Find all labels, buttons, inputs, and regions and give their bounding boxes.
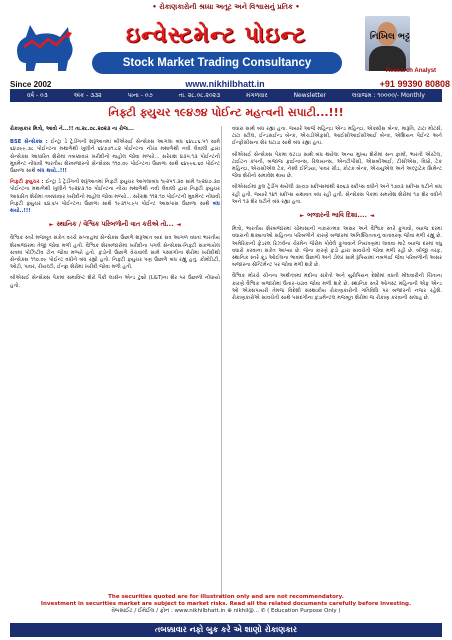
left-column [10, 126, 220, 294]
footer-banner: તબક્કાવાર નફો બુક કરે એ શાણો રોકાણકાર [10, 623, 442, 637]
bse-text: ઈન્ટ્રા ડે ટ્રેડીંગની શરૂઆતમાં બીએસઈ સેન્સેક્સ આગલા બંધ ૬૪૮૮૬.૫૧ સામે ૬૪૭૯૯.૭૮ પોઈન્ટના મથાળેથી ખુલીને ૬૪૭૭૧.૮૨ પોઈન્ટના નીચા મથાળેથી નવી લેવાલી દ્વારા સેન્સેક્સ આધારિત શેરોમાં તબક્કાવાર ખરીદીનો માહોલ જોવા મળ્યો... સરેરાશ ૪૩૫.૧૩ પોઈન્ટની મુવમેન્ટ નોંધાવી ભારતીય શેરબજારનો સેન્સેક્સ ૧૧૦.૦૯ પોઈન્ટના ઉછાળા સાથે ૬૪૯૯૬.૬૦ પોઈન્ટ ઉછાળા સાથે [10, 139, 220, 175]
market-direction-subhead: ► બજારની ભાવિ દિશા.... ◄ [299, 212, 375, 220]
left-para-2: બીએસઈ સેન્સેક્સ પેકમાં સમાવિષ્ટ શેરો પૈકી લાર્સન એન્ડ ટુબ્રો (L&T)ના શેર પર ઉછાળો નોંધાયો હતો. [10, 275, 220, 289]
brand-name: ઇન્વેસ્ટમેન્ટ પોઇન્ટ [125, 22, 307, 48]
headline: નિફ્ટી ફ્યુચર ૧૯૪૭૪ પોઈન્ટ મહત્વની સપાટી...!!! [108, 106, 344, 119]
disclaimer-line-2: Investment in securities market are subject to market risks. Read all the related documents carefully before investing. [40, 601, 412, 607]
bse-label: BSE સેન્સેક્સ : [10, 139, 48, 146]
arrow-left-icon: ◄ [369, 213, 375, 220]
bse-end: બંધ થયો..!!! [37, 168, 67, 175]
right-column [232, 126, 442, 306]
info-date: તા. ૨૮.૦૮.૨૦૨૩ [178, 92, 221, 99]
brand-subtitle: Stock Market Trading Consultancy [92, 52, 342, 74]
analyst-phone: +91 99390 80808 [379, 79, 450, 89]
analyst-role: Research Analyst [385, 68, 437, 74]
since-year: Since 2002 [10, 80, 52, 89]
right-para-3: બીએસઈમાં કુલ ટ્રેડીંગ થયેલી ૩૯૦૭ સ્ક્રીપ્સમાંથી ૨૦૬૩ સ્ક્રીપ્સ વધીને અને ૧૭૦૩ સ્ક્રીપ્સ ઘટીને બંધ રહી હતી. જ્યારે ૧૪૧ સ્ક્રીપ્સ યથાવત બંધ રહી હતી. સેન્સેક્સ પેકમાં સમાવેશ શેરોમાં ૧૭ શેર વધીને અને ૧૩ શેર ઘટીને બંધ રહ્યા હતા. [232, 184, 442, 205]
disclaimer-line-1: The securities quoted are for illustration only and are not recommendatory. [108, 594, 344, 600]
info-year: વર્ષ - ૦૩ [26, 92, 48, 99]
column-divider [221, 126, 222, 596]
arrow-right-icon: ► [49, 222, 54, 229]
info-pages: પાના - ૦૭ [127, 92, 153, 99]
arrow-left-icon: ◄ [176, 222, 181, 229]
info-subscription: લવાજમ : ૧૦૦૦૦/- Monthly [351, 92, 425, 99]
nifty-text: ઈન્ટ્રા ડે ટ્રેડીંગની શરૂઆતમાં નિફ્ટી ફ્યુચર આગલાબંધ ૧૯૨૫૧.૩૦ સામે ૧૯૨૪૭.૩૦ પોઈન્ટના મથાળેથી ખુલીને ૧૯૨૪૩.૧૦ પોઈન્ટના નીચા મથાળેથી નવી લેવાલી દ્વારા નિફ્ટી ફ્યુચર આધારિત શેરોમાં તબક્કાવાર ખરીદીનો માહોલ જોવા મળ્યો... સરેરાશ ૧૧૨.૧૦ પોઈન્ટની મુવમેન્ટ નોંધાવી નિફ્ટી ફ્યુચર ૬૪.૬૫ પોઈન્ટના ઉછાળા સાથે ૧૯૩૧૫.૯૫ પોઈન્ટ આસપાસ ઉછાળા સાથે [10, 179, 221, 207]
left-para-1: વૈશ્વિક સ્તરે મજબૂત સંકેત વચ્ચે સપ્તાહમાં સેન્સેક્સ ઉછાળે શરૂઆત બાદ સત્ર આગળ વધતાં ભારતીય શેરબજારમાં તેજી જોવા મળી હતી. વૈશ્વિક શેરબજારોમાં ખરીદીના પગલે સેન્સેક્સ-નિફ્ટી સંકળાયેલ સત્રમાં પોઝિટીવ ટોન જોવા મળ્યો હતો. ફંડોની ઉછાળે વેચવાલી સામે પસંદગીના શેરોમાં ખરીદીથી સેન્સેક્સ ૧૧૦.૦૯ પોઈન્ટ વધીને બંધ રહ્યો હતો. નિફ્ટી ફ્યુચર પણ ઉછાળે બંધ રહ્યું હતું. કોમોડિટી, ઓટો, પાવર, રીયલ્ટી, ઈન્ફ્રા શેરોમાં ખરીદી જોવા મળી હતી. [10, 235, 220, 271]
issue-info-bar [10, 89, 442, 102]
greeting: રોકાણકાર મિત્રો, આવો ને...!! તા.૨૮.૦૮.૨૦૨૩ ના રોજ... [10, 126, 134, 132]
nifty-label: નિફ્ટી ફ્યુચર : [10, 179, 44, 186]
bull-icon [10, 17, 80, 77]
bse-paragraph [10, 139, 220, 175]
right-para-4: મિત્રો, ભારતીય શેરબજારમાં ચોમાસાની નકારાત્મક અસર અને વૈશ્વિક સ્તરે ફુગાવો, વ્યાજ દરમાં વધારાની શક્યતાઓ સહિતના પરિબળોને કારણે બજારમાં અનિશ્ચિતતાનું વાતાવરણ જોવા મળી રહ્યું છે. અમેરિકાની ફેડરલ રિઝર્વના ચેરમેન જેરોમ પોવેલે ફુગાવાને નિયંત્રણમાં લાવવા માટે વ્યાજ દરમાં વધુ વધારો કરવાના સંકેત આપ્યા છે. જેના કારણે ફંડો દ્વારા સાવચેતી જોવા મળી રહી છે. બીજી તરફ, સ્થાનિક સ્તરે ક્રૂડ ઓઈલના ભાવમાં ઉછાળો અને ડોલર સામે રૂપિયામાં નબળાઈ જેવા પરિબળોની અસર બજારના સેન્ટિમેન્ટ પર જોવા મળી શકે છે. [232, 226, 442, 269]
analyst-photo [365, 16, 410, 71]
disclaimer-line-3: વેબસાઈટ / ઈમેઈલ / ફોન : www.nikhilbhatt.in ⊕ nikhil@... ✆ ( Education Purpose Only ) [111, 608, 341, 614]
nifty-end: બંધ થયો..!!! [10, 200, 220, 215]
info-issue: અંક - ૩૩૨ [73, 92, 102, 99]
header [0, 12, 452, 88]
local-global-subhead: ► સ્થાનિક / વૈશ્વિક પરિબળોની વાત કરીએ તો... ◄ [49, 221, 181, 229]
right-para-1: વધારા સાથે બંધ રહ્યા હતા. જ્યારે આજે મહિન્દ્રા એન્ડ મહિન્દ્રા, એક્સીસ બેન્ક, મારૂતિ, ટાટા મોટર્સ, ટાટા સ્ટીલ, ઈન્ડસઈન્ડ બેન્ક, એચડીએફસી, આઈસીઆઈસીઆઈ બેન્ક, એશિયન પેઈન્ટ અને ઈન્ફોસીસના શેર ઘટાડા સાથે બંધ રહ્યા હતા. [232, 126, 442, 147]
info-day: મંગળવાર [246, 92, 268, 99]
nifty-paragraph [10, 179, 220, 215]
tagline: • રોકાણકારોની શ્રધ્ધા અતૂટ અને વિશ્વાસનું પ્રતિક • [152, 3, 300, 11]
analyst-name: નિખિલ ભટ્ટ [369, 32, 410, 42]
disclaimer [10, 594, 442, 615]
right-para-2: બીએસઈ સેન્સેક્સ પેકમાં ઘટાડા સાથે બંધ થયેલા અન્ય મુખ્ય શેરોમાં સન ફાર્મા, ભારતી એરટેલ, ટાઈટન કંપની, બજાજ ફાઈનાન્સ, રિલાયન્સ, એનટીપીસી, એસબીઆઈ, ટીસીએસ, વિપ્રો, ટેક મહિન્દ્રા, એચસીએલ ટેક, નેસ્લે ઈન્ડિયા, પાવર ગ્રીડ, કોટક બેન્ક, એચયુએલ અને અલ્ટ્રાટેક સિમેન્ટ જેવા શેરોનો સમાવેશ થાય છે. [232, 151, 442, 180]
info-type: Newsletter [293, 92, 326, 99]
website-link[interactable]: www.nikhilbhatt.in [185, 79, 265, 89]
arrow-right-icon: ► [299, 213, 305, 220]
right-para-5: વૈશ્વિક મોરચે ચીનના અર્થતંત્રમાં મંદીના સંકેતો અને યુરોપિયન દેશોમાં વધતી મોંઘવારીની ચિંતાના કારણે વૈશ્વિક બજારોમાં ઉતાર-ચઢાવ જોવા મળી શકે છે. સ્થાનિક સ્તરે ઓગસ્ટ મહિનાની એફ એન્ડ ઓ એક્સપાયરી તેમજ વિદેશી સંસ્થાકીય રોકાણકારોની ગતિવિધિ પર બજારની નજર રહેશે. રોકાણકારોએ સાવચેતી સાથે પસંદગીના ફંડામેન્ટલ મજબૂત શેરોમાં જ રોકાણ કરવાની સલાહ છે. [232, 273, 442, 302]
